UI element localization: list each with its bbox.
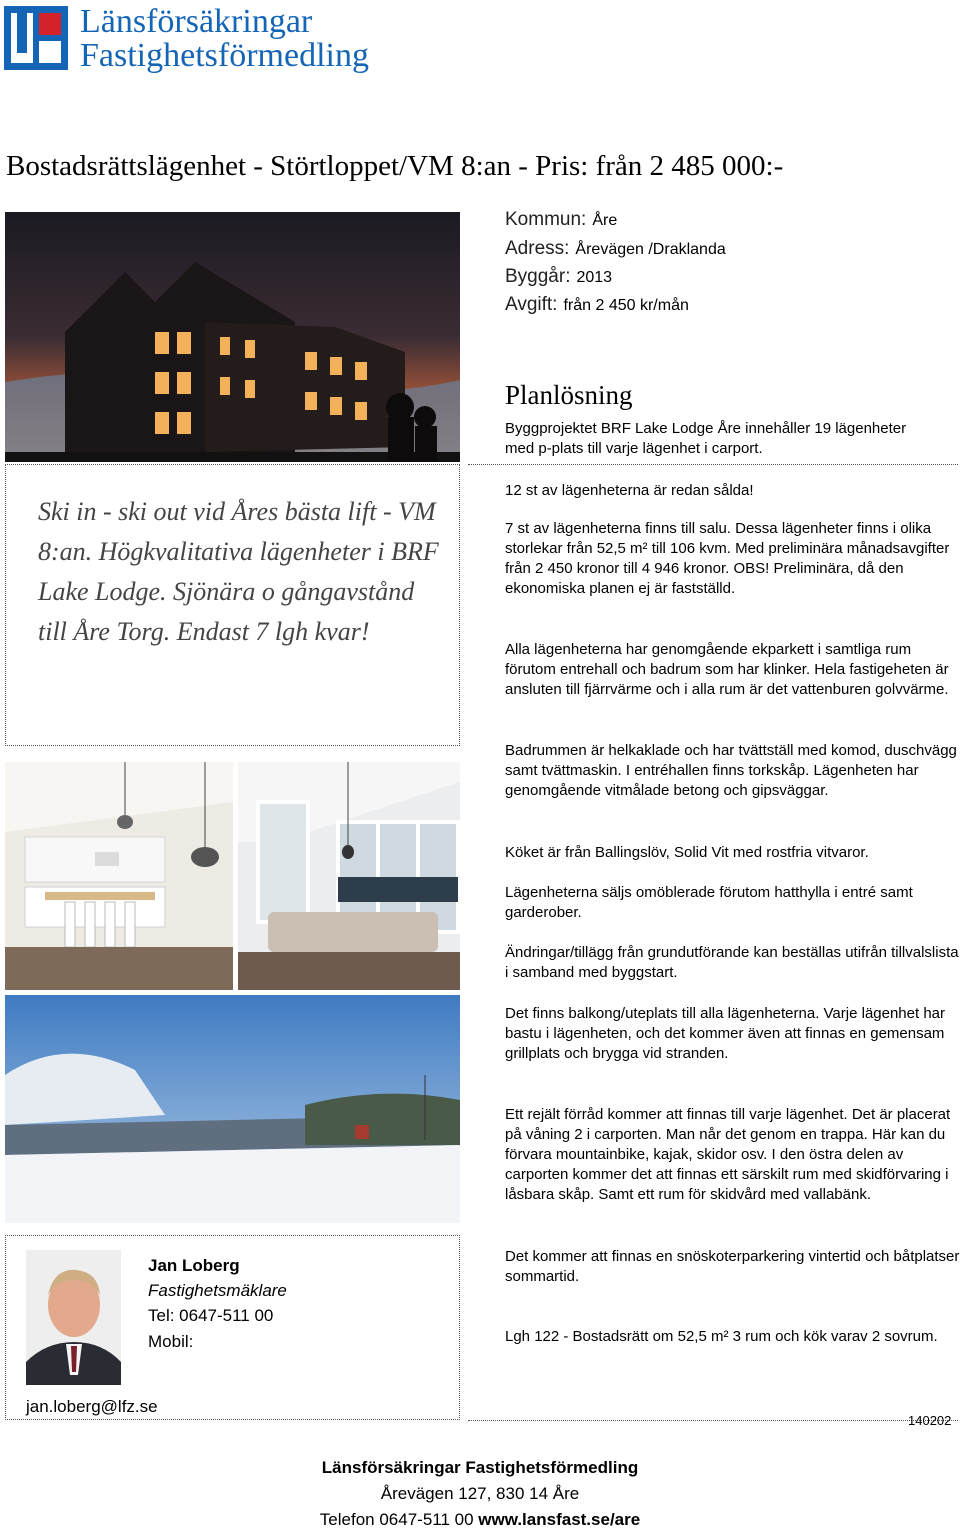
fact-label: Avgift: (505, 294, 558, 315)
paragraph: 7 st av lägenheterna finns till salu. Dessa lägenheter finns i olika storlekar från 52,5 m² till 106 kvm. Med preliminära månadsavgifter från 2 450 kronor till 4 946 kronor. OBS! Preliminära, då den ekonomiska planen ej är fastställd. (505, 520, 950, 597)
footer-company: Länsförsäkringar Fastighetsförmedling (321, 1458, 639, 1477)
paragraph: Det finns balkong/uteplats till alla lägenheterna. Varje lägenhet har bastu i lägenheten, och det kommer även att finnas en gemensam grillplats och brygga vid stranden. (505, 1005, 946, 1062)
footer-contact (0, 1508, 960, 1532)
fact-label: Byggår: (505, 266, 571, 287)
kitchen-image (5, 762, 233, 990)
fact-value: Åre (592, 212, 618, 229)
paragraph: Ett rejält förråd kommer att finnas till varje lägenhet. Det är placerat på våning 2 i carporten. Man når det genom en trappa. Här kan du förvara mountainbike, kajak, skidor osv. I den östra delen av carporten kommer det att finnas ett särskilt rum med skidförvaring i låsbara skåp. Samt ett rum för skidvård med vallabänk. (505, 1106, 951, 1203)
fact-byggar (505, 265, 612, 290)
living-room-image (238, 762, 460, 990)
fact-kommun (505, 208, 617, 233)
agent-name: Jan Loberg (148, 1256, 240, 1275)
footer-address: Årevägen 127, 830 14 Åre (380, 1484, 580, 1503)
fact-value: Årevägen /Draklanda (575, 241, 726, 258)
slogan-text: Ski in - ski out vid Åres bästa lift - VM 8:an. Högkvalitativa lägenheter i BRF Lake Lodge. Sjönära o gångavstånd till Åre Torg. Endast 7 lgh kvar! (38, 497, 439, 646)
agent-title: Fastighetsmäklare (148, 1281, 287, 1300)
section-title-planlosning: Planlösning (505, 380, 633, 410)
fact-adress (505, 237, 726, 262)
fact-value: från 2 450 kr/mån (563, 297, 689, 314)
fact-avgift (505, 293, 689, 318)
page-title: Bostadsrättslägenhet - Störtloppet/VM 8:an - Pris: från 2 485 000:- (6, 150, 784, 182)
fact-value: 2013 (576, 269, 613, 286)
brand-logo-icon (4, 6, 68, 70)
divider (468, 1420, 958, 1421)
building-hero-image (5, 212, 460, 462)
footer-phone: Telefon 0647-511 00 (319, 1510, 474, 1529)
paragraph: Ändringar/tillägg från grundutförande kan beställas utifrån tillvalslista i samband med byggstart. (505, 944, 959, 981)
footer-web-link[interactable]: www.lansfast.se/are (478, 1510, 641, 1529)
fact-label: Adress: (505, 238, 570, 259)
agent-phone: Tel: 0647-511 00 (148, 1306, 274, 1325)
divider (468, 464, 958, 465)
winter-landscape-image (5, 995, 460, 1223)
agent-email-link[interactable]: jan.loberg@lfz.se (26, 1397, 158, 1416)
agent-avatar (26, 1250, 121, 1385)
fact-label: Kommun: (505, 209, 587, 230)
brand-name-line1: Länsförsäkringar (80, 3, 313, 40)
paragraph: Köket är från Ballingslöv, Solid Vit med rostfria vitvaror. (505, 844, 869, 861)
document-code: 140202 (908, 1413, 952, 1428)
agent-mobile: Mobil: (148, 1332, 194, 1351)
brand-name-line2: Fastighetsförmedling (80, 37, 369, 74)
paragraph: 12 st av lägenheterna är redan sålda! (505, 482, 754, 499)
plan-intro-text: Byggprojektet BRF Lake Lodge Åre innehåller 19 lägenheter med p-plats till varje lägenhet i carport. (505, 420, 907, 457)
paragraph: Badrummen är helkaklade och har tvättställ med komod, duschvägg samt tvättmaskin. I entréhallen finns torkskåp. Lägenheten har genomgående vitmålade betong och gipsväggar. (505, 742, 957, 799)
paragraph: Det kommer att finnas en snöskoterparkering vintertid och båtplatser sommartid. (505, 1248, 960, 1285)
paragraph: Lägenheterna säljs omöblerade förutom hatthylla i entré samt garderober. (505, 884, 913, 921)
paragraph: Lgh 122 - Bostadsrätt om 52,5 m² 3 rum och kök varav 2 sovrum. (505, 1328, 938, 1345)
paragraph: Alla lägenheterna har genomgående ekparkett i samtliga rum förutom entrehall och badrum som har klinker. Hela fastigeheten är ansluten till fjärrvärme och i alla rum är det vattenburen golvvärme. (505, 641, 949, 698)
